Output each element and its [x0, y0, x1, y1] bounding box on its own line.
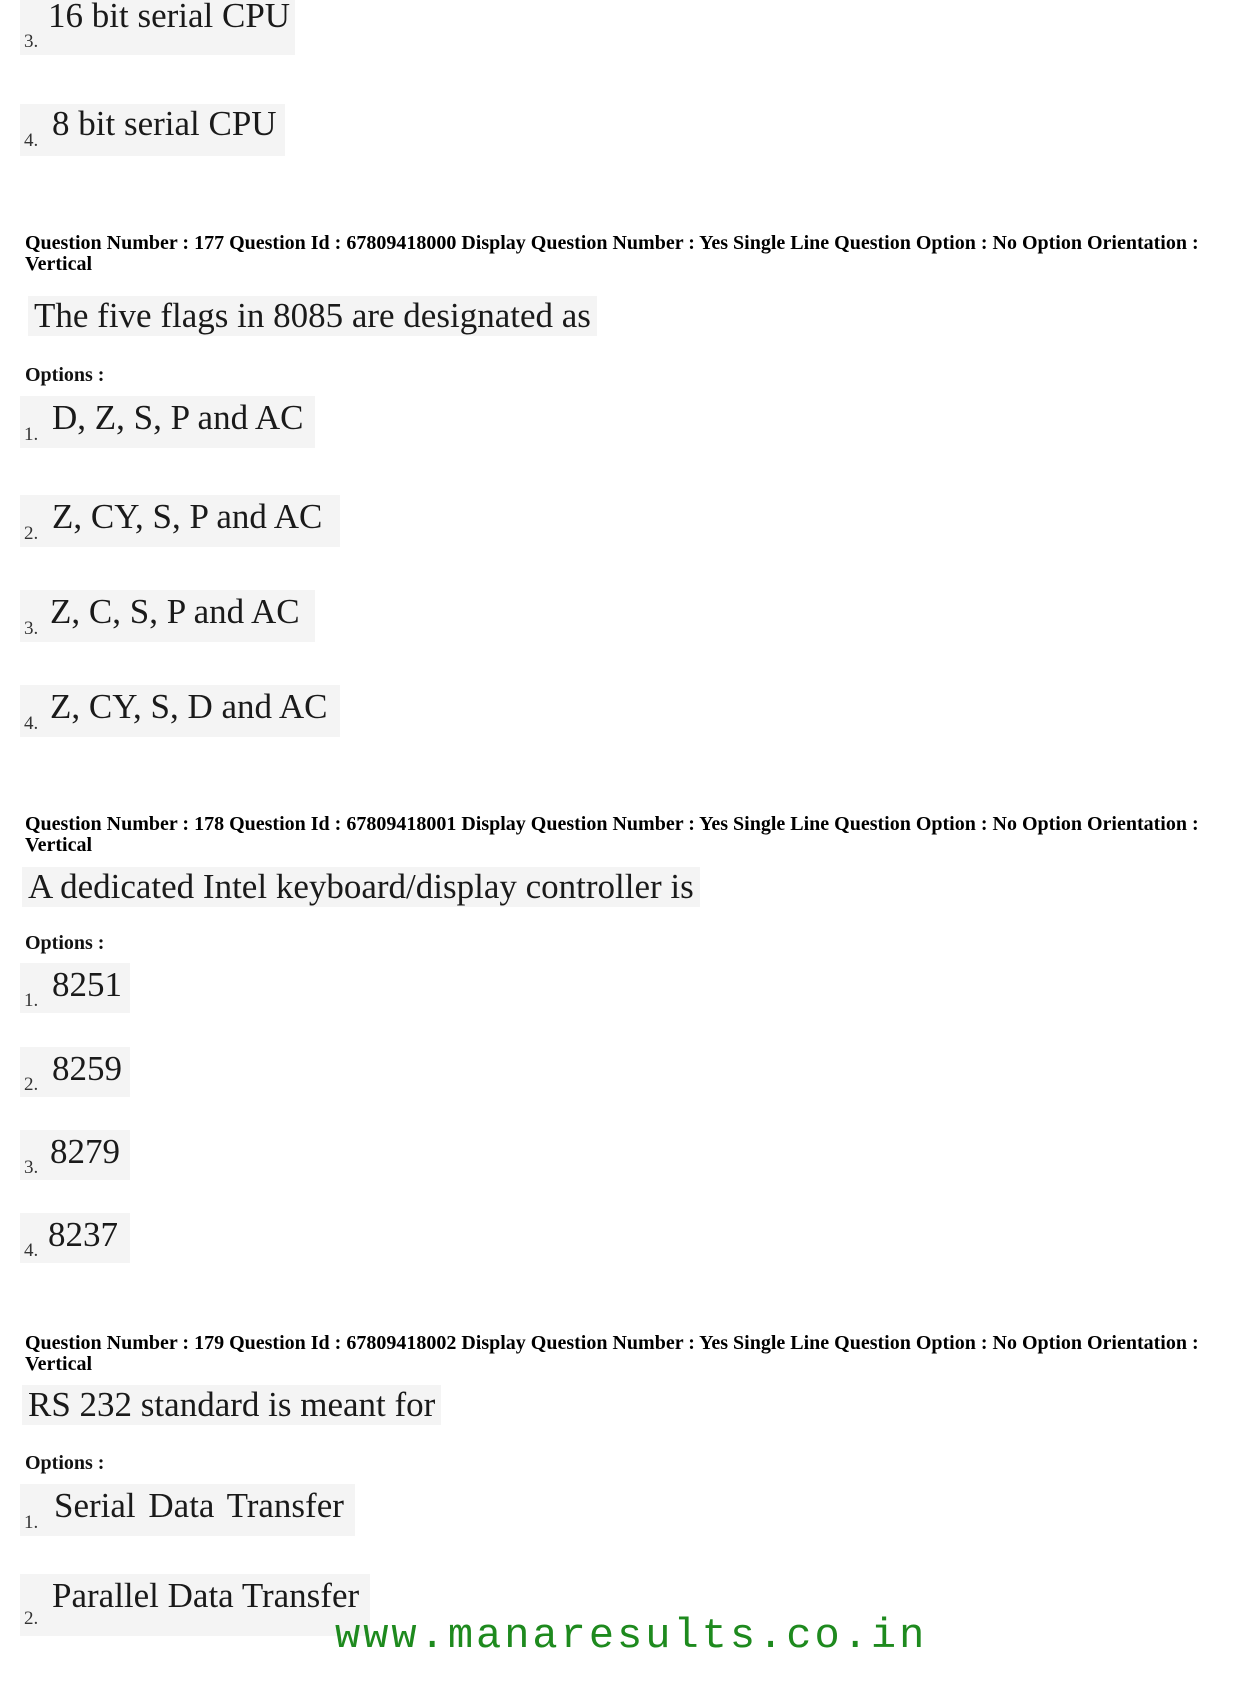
- option-number: 1.: [24, 990, 39, 1011]
- q178-option-2: [20, 1047, 130, 1097]
- q178-option-4: [20, 1213, 130, 1263]
- q177-option-2: [20, 495, 340, 547]
- option-number: 4.: [24, 130, 39, 151]
- watermark: www.manaresults.co.in: [335, 1612, 928, 1660]
- option-text: 8237: [48, 1215, 118, 1254]
- options-label: Options :: [25, 932, 105, 954]
- q179-option-1: [20, 1484, 355, 1536]
- option-4-prev: [20, 104, 285, 156]
- option-number: 2.: [24, 1074, 39, 1095]
- q177-option-4: [20, 685, 340, 737]
- q177-option-1: [20, 396, 315, 448]
- option-text: 16 bit serial CPU: [48, 0, 291, 35]
- option-number: 3.: [24, 31, 39, 52]
- option-text: 8279: [50, 1132, 120, 1171]
- option-number: 4.: [24, 713, 39, 734]
- option-text: 8251: [52, 965, 122, 1004]
- option-number: 4.: [24, 1240, 39, 1261]
- question-meta-177: Question Number : 177 Question Id : 67809418000 Display Question Number : Yes Single Line Question Option : No Option Orientation : Vertical: [25, 232, 1199, 275]
- question-meta-179: Question Number : 179 Question Id : 67809418002 Display Question Number : Yes Single Line Question Option : No Option Orientation : Vertical: [25, 1332, 1199, 1375]
- option-text: Z, C, S, P and AC: [50, 592, 300, 631]
- option-text: Z, CY, S, P and AC: [52, 497, 323, 536]
- option-text: D, Z, S, P and AC: [52, 398, 304, 437]
- option-text: 8 bit serial CPU: [52, 104, 277, 143]
- question-text-178: A dedicated Intel keyboard/display controller is: [22, 867, 700, 907]
- q179-option-2: [20, 1574, 370, 1636]
- option-number: 1.: [24, 424, 39, 445]
- option-text: 8259: [52, 1049, 122, 1088]
- options-label: Options :: [25, 1452, 105, 1474]
- option-number: 1.: [24, 1512, 39, 1533]
- option-number: 3.: [24, 618, 39, 639]
- option-number: 2.: [24, 1608, 39, 1629]
- q178-option-3: [20, 1130, 130, 1180]
- option-number: 2.: [24, 523, 39, 544]
- question-text-177: The five flags in 8085 are designated as: [28, 296, 597, 336]
- options-label: Options :: [25, 364, 105, 386]
- option-text: Z, CY, S, D and AC: [50, 687, 328, 726]
- option-text: Serial Data Transfer: [54, 1486, 344, 1525]
- option-3-prev: [20, 0, 295, 55]
- q177-option-3: [20, 590, 315, 642]
- option-number: 3.: [24, 1157, 39, 1178]
- question-text-179: RS 232 standard is meant for: [22, 1385, 441, 1425]
- option-text: Parallel Data Transfer: [52, 1576, 360, 1615]
- question-meta-178: Question Number : 178 Question Id : 67809418001 Display Question Number : Yes Single Line Question Option : No Option Orientation : Vertical: [25, 813, 1199, 856]
- q178-option-1: [20, 963, 130, 1013]
